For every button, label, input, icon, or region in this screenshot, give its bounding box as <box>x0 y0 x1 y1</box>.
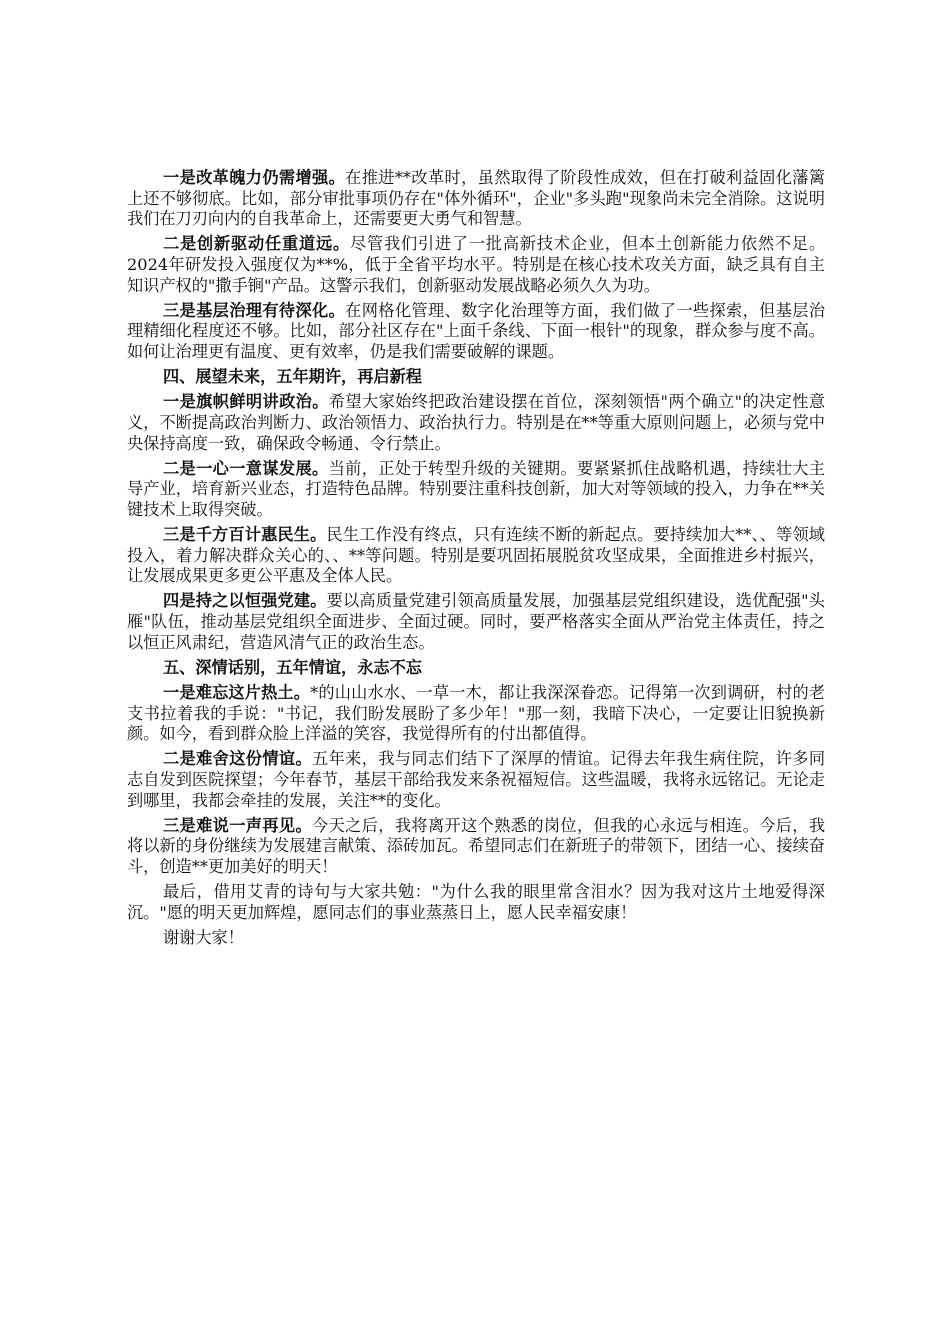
paragraph-lead: 一是改革魄力仍需增强。 <box>163 168 346 187</box>
paragraph-lead: 三是千方百计惠民生。 <box>163 525 327 545</box>
paragraph-text: 尽管我们引进了一批高新技术企业，但本土创新能力依然不足。2024年研发投入强度仅为**%，低于全省平均水平。特别是在核心技术攻关方面，缺乏具有自主知识产权的"撒手锏"产品。这警示我们，创新驱动发展战略必须久久为功。 <box>127 234 826 295</box>
paragraph-text: 最后，借用艾青的诗句与大家共勉："为什么我的眼里常含泪水？因为我对这片土地爱得深沉。"愿的明天更加辉煌，愿同志们的事业蒸蒸日上，愿人民幸福安康！ <box>127 882 825 922</box>
section-heading-five: 五、深情话别，五年情谊，永志不忘 <box>163 657 422 677</box>
section-heading-four: 四、展望未来，五年期许，再启新程 <box>163 367 422 387</box>
paragraph-text: 在网格化管理、数字化治理等方面，我们做了一些探索，但基层治理精细化程度还不够。比如，部分社区存在"上面千条线、下面一根针"的现象，群众参与度不高。如何让治理更有温度、更有效率，仍是我们需要破解的课题。 <box>127 300 826 361</box>
paragraph-lead: 三是难说一声再见。 <box>163 815 313 835</box>
paragraph-text: 当前，正处于转型升级的关键期。要紧紧抓住战略机遇，持续壮大主导产业，培育新兴业态，打造特色品牌。特别要注重科技创新，加大对等领域的投入，力争在**关键技术上取得突破。 <box>127 458 825 519</box>
paragraph-homeland <box>127 683 825 745</box>
paragraph-lead: 二是一心一意谋发展。 <box>163 458 329 478</box>
paragraph-friendship <box>127 749 825 811</box>
paragraph-lead: 一是难忘这片热土。 <box>163 683 311 702</box>
paragraph-text: *的山山水水、一草一木，都让我深深眷恋。记得第一次到调研，村的老支书拉着我的手说："书记，我们盼发展盼了多少年！"那一刻，我暗下决心，一定要让旧貌换新颜。如今，看到群众脸上洋溢的笑容，我觉得所有的付出都值得。 <box>127 683 826 744</box>
paragraph-livelihood <box>127 525 825 587</box>
paragraph-text: 五年来，我与同志们结下了深厚的情谊。记得去年我生病住院，许多同志自发到医院探望；今年春节，基层干部给我发来条祝福短信。这些温暖，我将永远铭记。无论走到哪里，我都会牵挂的发展，关注**的变化。 <box>127 749 826 810</box>
paragraph-text: 要以高质量党建引领高质量发展，加强基层党组织建设，选优配强"头雁"队伍，推动基层党组织全面进步、全面过硬。同时，要严格落实全面从严治党主体责任，持之以恒正风肃纪，营造风清气正的政治生态。 <box>127 591 825 652</box>
paragraph-thanks <box>127 928 825 949</box>
paragraph-reform <box>127 168 825 230</box>
document-body <box>127 168 825 953</box>
paragraph-lead: 一是旗帜鲜明讲政治。 <box>163 392 329 412</box>
paragraph-text: 今天之后，我将离开这个熟悉的岗位，但我的心永远与相连。今后，我将以新的身份继续为发展建言献策、添砖加瓦。希望同志们在新班子的带领下，团结一心、接续奋斗，创造**更加美好的明天！ <box>127 815 826 876</box>
paragraph-text: 希望大家始终把政治建设摆在首位，深刻领悟"两个确立"的决定性意义，不断提高政治判断力、政治领悟力、政治执行力。特别是在**等重大原则问题上，必须与党中央保持高度一致，确保政令畅通、令行禁止。 <box>127 392 826 453</box>
paragraph-text: 在推进**改革时，虽然取得了阶段性成效，但在打破利益固化藩篱上还不够彻底。比如，部分审批事项仍存在"体外循环"，企业"多头跑"现象尚未完全消除。这说明我们在刀刃向内的自我革命上，还需要更大勇气和智慧。 <box>127 168 826 229</box>
paragraph-politics <box>127 392 825 454</box>
paragraph-closing-poem <box>127 882 825 923</box>
paragraph-party-building <box>127 591 825 653</box>
paragraph-lead: 二是创新驱动任重道远。 <box>163 234 350 254</box>
paragraph-governance <box>127 301 825 363</box>
paragraph-text: 民生工作没有终点，只有连续不断的新起点。要持续加大**、、等领域投入，着力解决群众关心的、、**等问题。特别是要巩固拓展脱贫攻坚成果，全面推进乡村振兴，让发展成果更多更公平惠及全体人民。 <box>127 525 825 586</box>
paragraph-development <box>127 459 825 521</box>
paragraph-lead: 四是持之以恒强党建。 <box>163 591 327 611</box>
paragraph-lead: 三是基层治理有待深化。 <box>163 300 346 320</box>
paragraph-lead: 二是难舍这份情谊。 <box>163 749 313 769</box>
paragraph-innovation <box>127 234 825 296</box>
paragraph-farewell <box>127 816 825 878</box>
paragraph-text: 谢谢大家！ <box>163 927 244 947</box>
